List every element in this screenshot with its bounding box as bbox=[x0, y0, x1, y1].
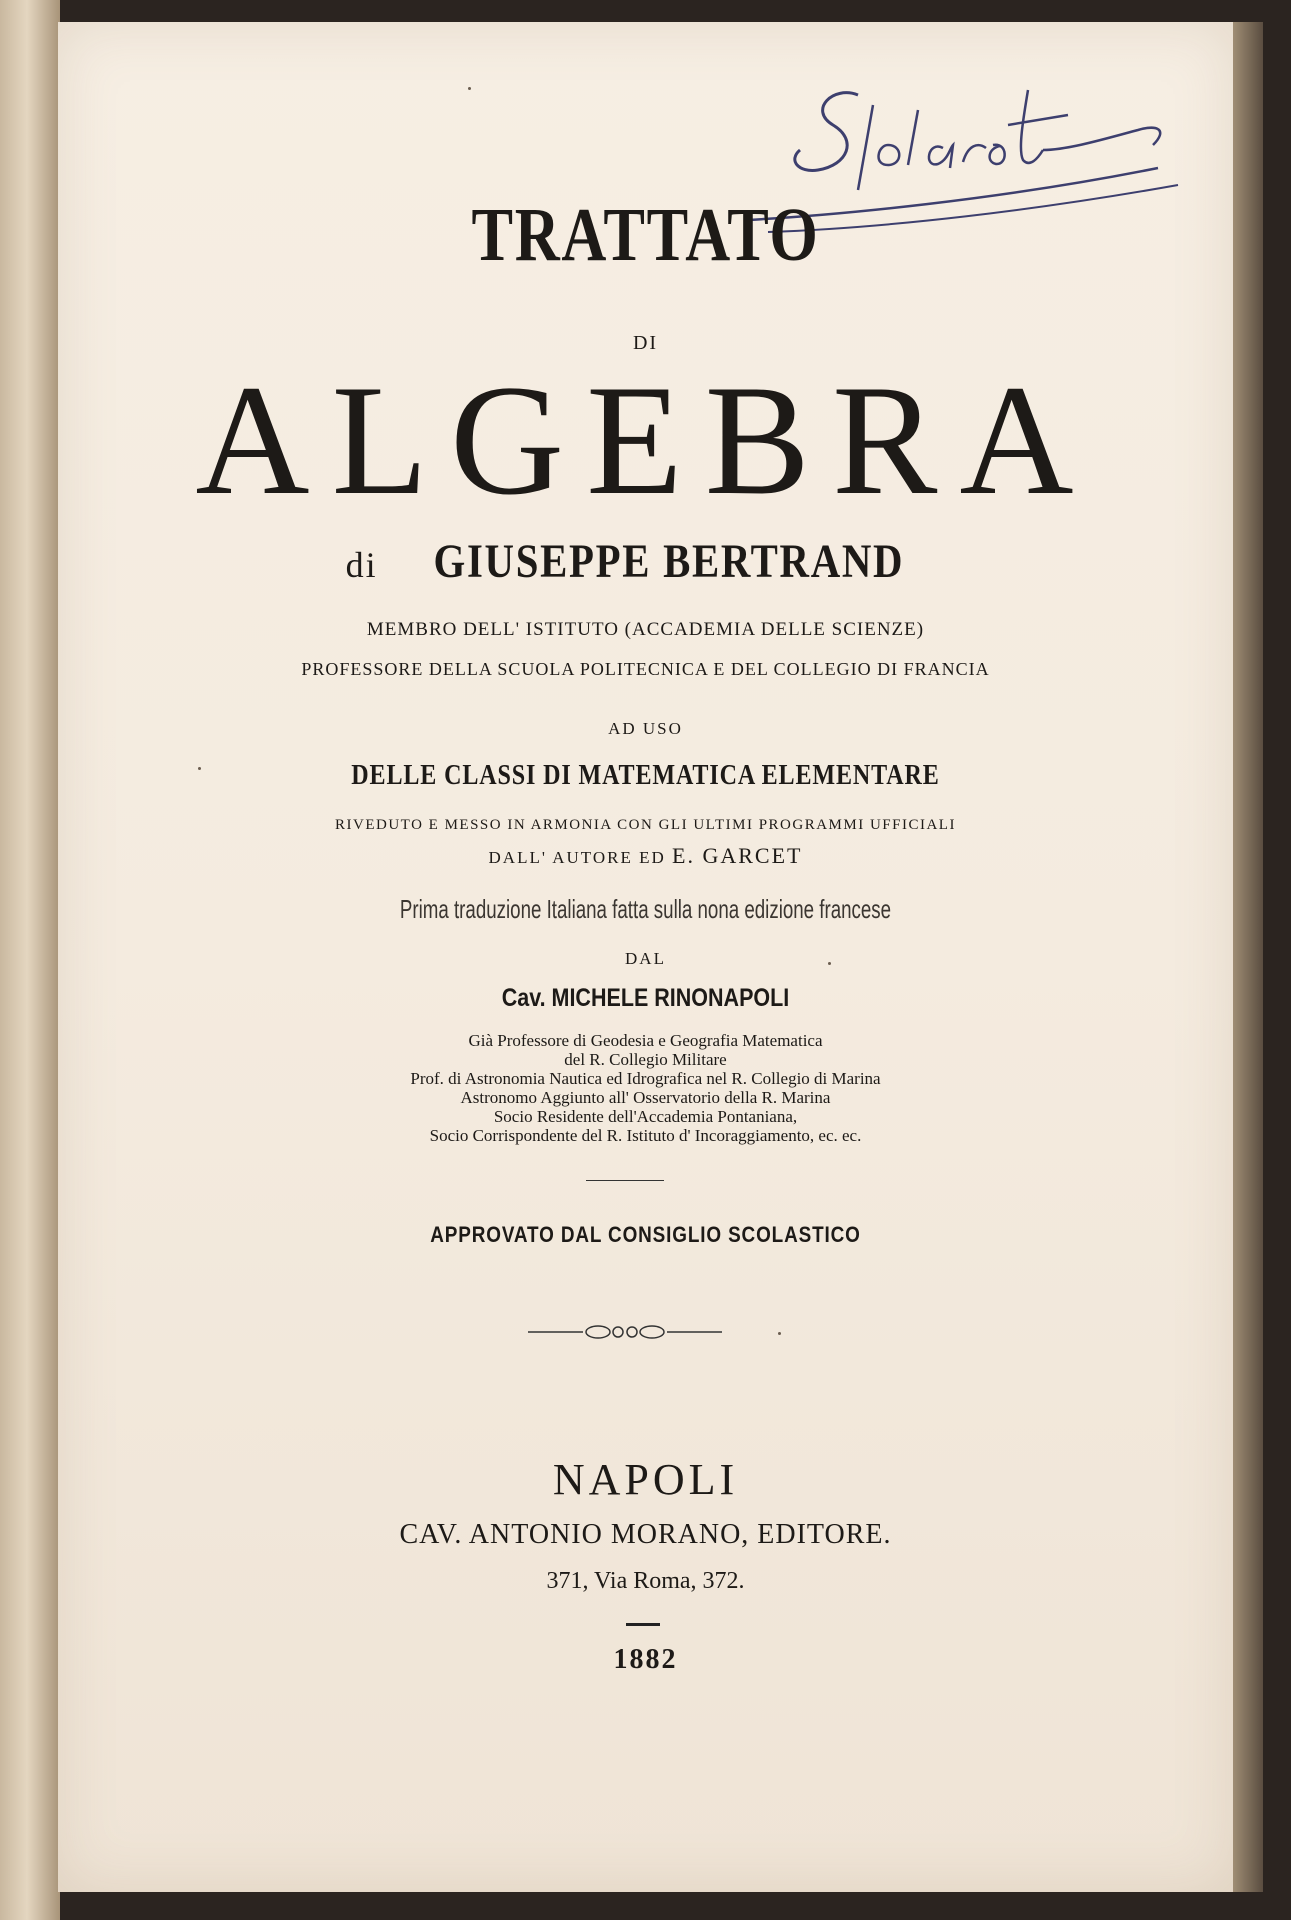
credential-line: Già Professore di Geodesia e Geografia Matematica bbox=[468, 1031, 823, 1050]
classi-line: DELLE CLASSI DI MATEMATICA ELEMENTARE bbox=[351, 760, 940, 791]
spine-edge bbox=[0, 0, 60, 1920]
author-position: PROFESSORE DELLA SCUOLA POLITECNICA E DEL COLLEGIO DI FRANCIA bbox=[301, 659, 990, 679]
publisher-address: 371, Via Roma, 372. bbox=[546, 1568, 745, 1594]
paper-speck bbox=[828, 962, 831, 965]
ornament-flourish bbox=[528, 1319, 728, 1345]
publication-year: 1882 bbox=[613, 1644, 678, 1675]
translator-name: Cav. MICHELE RINONAPOLI bbox=[501, 984, 790, 1012]
author-line bbox=[58, 534, 1233, 589]
author-name: GIUSEPPE BERTRAND bbox=[433, 535, 904, 588]
garcet-name: E. GARCET bbox=[672, 843, 803, 868]
author-membership: MEMBRO DELL' ISTITUTO (ACCADEMIA DELLE SCIENZE) bbox=[366, 619, 925, 640]
dall-autore-text: DALL' AUTORE ED bbox=[488, 848, 666, 867]
author-prefix: di bbox=[345, 545, 378, 585]
divider-rule bbox=[586, 1180, 664, 1181]
credential-line: Astronomo Aggiunto all' Osservatorio della R. Marina bbox=[460, 1088, 831, 1107]
translation-note: Prima traduzione Italiana fatta sulla nona edizione francese bbox=[399, 894, 892, 924]
ad-uso: AD USO bbox=[608, 719, 683, 738]
riveduto-line: RIVEDUTO E MESSO IN ARMONIA CON GLI ULTIMI PROGRAMMI UFFICIALI bbox=[335, 817, 956, 833]
publisher-name: CAV. ANTONIO MORANO, EDITORE. bbox=[399, 1519, 892, 1550]
title-page bbox=[58, 22, 1233, 1892]
short-rule bbox=[626, 1623, 660, 1626]
credential-line: Socio Residente dell'Accademia Pontaniana, bbox=[493, 1107, 798, 1126]
translator-credentials bbox=[58, 1031, 1233, 1145]
paper-speck bbox=[198, 767, 201, 770]
paper-speck bbox=[778, 1332, 781, 1335]
main-title: ALGEBRA bbox=[195, 353, 1096, 528]
publication-city: NAPOLI bbox=[552, 1455, 739, 1504]
dal-label: DAL bbox=[625, 949, 666, 968]
credential-line: Prof. di Astronomia Nautica ed Idrografica nel R. Collegio di Marina bbox=[410, 1069, 881, 1088]
title-line-trattato: TRATTATO bbox=[471, 193, 820, 277]
credential-line: del R. Collegio Militare bbox=[564, 1050, 727, 1069]
title-di: DI bbox=[632, 332, 659, 354]
cover-edge bbox=[1233, 22, 1263, 1892]
credential-line: Socio Corrispondente del R. Istituto d' Incoraggiamento, ec. ec. bbox=[429, 1126, 862, 1145]
dall-autore-line bbox=[58, 843, 1233, 869]
approval-line: APPROVATO DAL CONSIGLIO SCOLASTICO bbox=[430, 1222, 861, 1247]
paper-speck bbox=[468, 87, 471, 90]
